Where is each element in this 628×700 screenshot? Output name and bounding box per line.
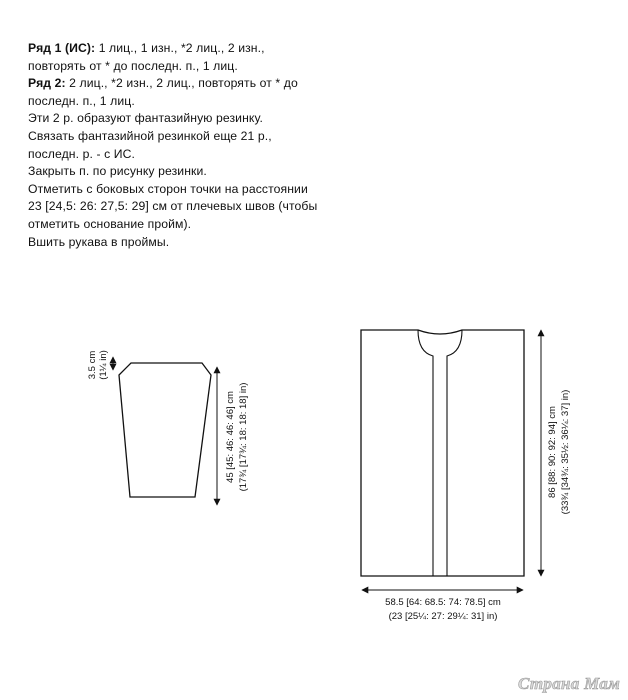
body-schematic xyxy=(361,330,571,622)
site-watermark: Страна Мам xyxy=(518,674,621,693)
continue-rib-line: Связать фантазийной резинкой еще 21 р., xyxy=(28,128,272,143)
row-1-text: 1 лиц., 1 изн., *2 лиц., 2 изн., xyxy=(95,41,265,55)
sleeve-cap-cm-label: 3.5 cm xyxy=(87,350,98,380)
sleeve-length-cm-label: 45 [45: 46: 46: 46] cm xyxy=(225,391,236,483)
mark-armhole-line: Отметить с боковых сторон точки на расстоянии xyxy=(28,181,308,196)
front-band-left xyxy=(418,330,433,576)
sleeve-schematic xyxy=(87,350,249,505)
rib-pattern-note: Эти 2 р. образуют фантазийную резинку. xyxy=(28,111,263,126)
body-length-cm-label: 86 [88: 90: 92: 94] cm xyxy=(547,406,558,498)
bind-off-line: Закрыть п. по рисунку резинки. xyxy=(28,164,207,179)
row-1-label: Ряд 1 (ИС): xyxy=(28,41,96,55)
body-length-in-label: (33¾ [34¾: 35½: 36¼: 37] in) xyxy=(560,389,571,515)
mark-armhole-line-2: 23 [24,5: 26: 27,5: 29] см от плечевых швов (чтобы xyxy=(28,199,318,214)
body-width-cm-label: 58.5 [64: 68.5: 74: 78.5] cm xyxy=(385,597,501,608)
sew-sleeves-line: Вшить рукава в проймы. xyxy=(28,234,170,249)
sleeve-outline xyxy=(119,363,211,497)
body-outline xyxy=(361,330,524,576)
row-1-continuation: повторять от * до последн. п., 1 лиц. xyxy=(28,58,238,73)
front-band-right xyxy=(447,330,462,576)
sleeve-cap-in-label: (1¼ in) xyxy=(98,350,109,380)
continue-rib-line-2: последн. р. - с ИС. xyxy=(28,146,136,161)
body-width-in-label: (23 [25¼: 27: 29¼: 31] in) xyxy=(388,611,498,622)
row-2-label: Ряд 2: xyxy=(28,76,66,91)
sleeve-length-in-label: (17¾ [17¾: 18: 18: 18] in) xyxy=(238,382,249,492)
row-2-continuation: последн. п., 1 лиц. xyxy=(28,93,135,108)
row-2-text: 2 лиц., *2 изн., 2 лиц., повторять от * до xyxy=(65,76,298,91)
mark-armhole-line-3: отметить основание пройм). xyxy=(28,216,192,231)
